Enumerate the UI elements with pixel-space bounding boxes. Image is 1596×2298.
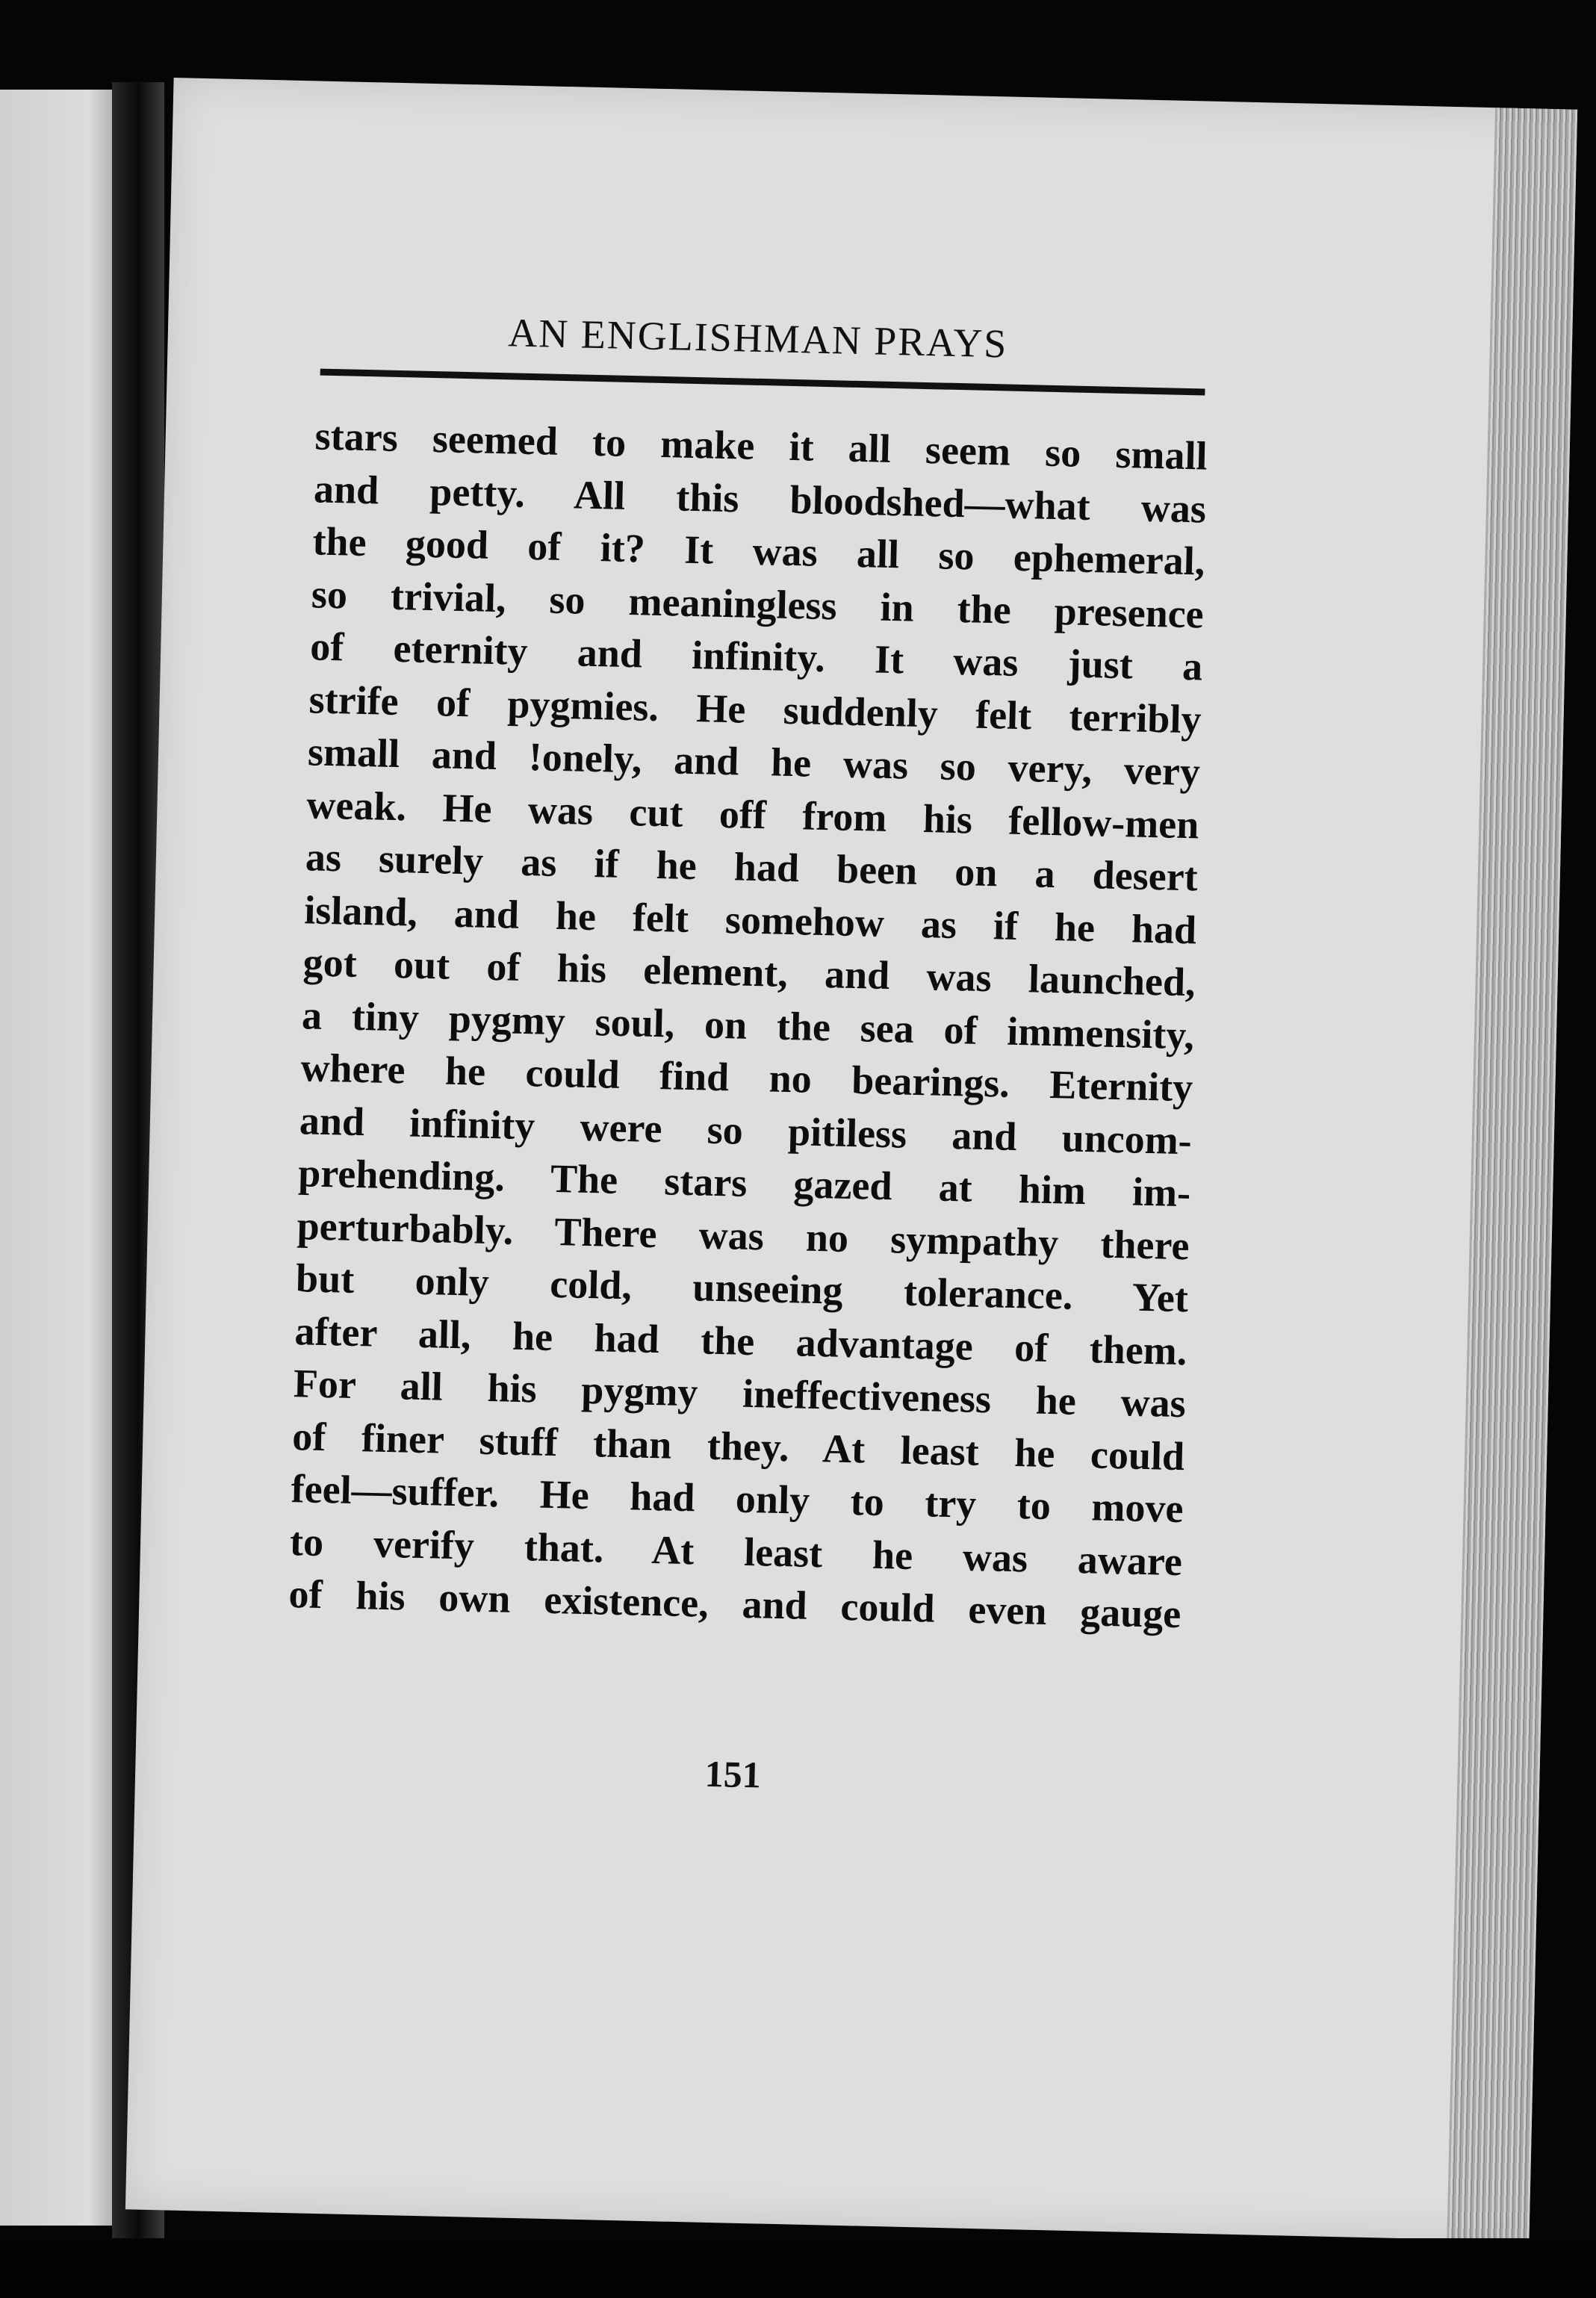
book-page	[125, 78, 1577, 2241]
text-line: and petty. All this bloodshed—what was	[313, 465, 1207, 532]
text-line: of his own existence, and could even gauge	[288, 1571, 1182, 1637]
text-line: of eternity and infinity. It was just a	[309, 624, 1203, 689]
text-line: perturbably. There was no sympathy there	[296, 1202, 1190, 1268]
text-line: feel—suffer. He had only to try to move	[291, 1466, 1184, 1532]
text-line: and infinity were so pitiless and uncom-	[299, 1097, 1193, 1163]
text-line: prehending. The stars gazed at him im-	[297, 1150, 1191, 1216]
text-line: but only cold, unseeing tolerance. Yet	[295, 1255, 1189, 1321]
text-line: as surely as if he had been on a desert	[305, 834, 1199, 900]
text-line: got out of his element, and was launched,	[302, 940, 1196, 1005]
text-line: island, and he felt somehow as if he had	[303, 886, 1197, 952]
text-line: a tiny pygmy soul, on the sea of immensity,	[301, 992, 1195, 1058]
page-stack-edge	[1447, 108, 1577, 2241]
text-line: small and !onely, and he was so very, very	[307, 729, 1201, 795]
text-line: the good of it? It was all so ephemeral,	[311, 518, 1205, 584]
running-head: AN ENGLISHMAN PRAYS	[507, 310, 1009, 367]
text-line: so trivial, so meaningless in the presence	[311, 571, 1205, 637]
facing-page-edge	[0, 90, 127, 2226]
text-line: For all his pygmy ineffectiveness he was	[293, 1361, 1187, 1426]
page-number: 151	[704, 1752, 762, 1796]
body-text	[288, 409, 1208, 1640]
text-line: of finer stuff than they. At least he could	[291, 1413, 1185, 1479]
text-line: weak. He was cut off from his fellow-men	[305, 781, 1199, 847]
text-line: stars seemed to make it all seem so small	[314, 413, 1208, 479]
text-line: where he could find no bearings. Eternity	[299, 1045, 1193, 1111]
scan-bottom-border	[0, 2238, 1596, 2298]
header-rule	[320, 369, 1205, 396]
text-line: to verify that. At least he was aware	[289, 1518, 1183, 1584]
text-line: after all, he had the advantage of them.	[294, 1308, 1187, 1373]
text-line: strife of pygmies. He suddenly felt terribly	[308, 676, 1202, 742]
